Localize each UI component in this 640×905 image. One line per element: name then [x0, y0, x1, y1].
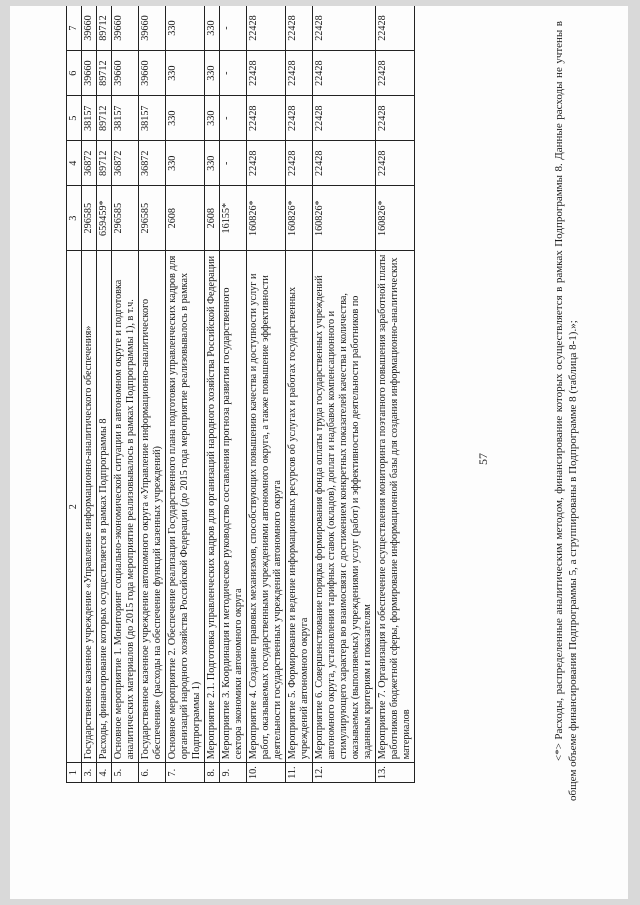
row-value: 22428 — [313, 96, 376, 141]
table-row — [286, 6, 313, 783]
row-value: 659459* — [97, 186, 112, 251]
row-value: 22428 — [286, 6, 313, 51]
row-number: 10. — [247, 763, 286, 783]
row-value: - — [220, 51, 247, 96]
row-value: 39660 — [112, 6, 139, 51]
row-value: 39660 — [112, 51, 139, 96]
row-value: 36872 — [112, 141, 139, 186]
table-row — [205, 6, 220, 783]
row-value: - — [220, 96, 247, 141]
row-number: 7. — [166, 763, 205, 783]
column-header: 2 — [67, 251, 82, 763]
row-value: 22428 — [247, 51, 286, 96]
table-header-row — [67, 6, 82, 783]
row-value: 36872 — [139, 141, 166, 186]
row-value: 22428 — [376, 96, 415, 141]
row-value: 38157 — [82, 96, 97, 141]
table-row — [313, 6, 376, 783]
row-value: 330 — [205, 96, 220, 141]
row-description: Мероприятие 3. Координация и методическое руководство составления прогноза развития государственного сектора экономики автономного округа — [220, 251, 247, 763]
row-description: Мероприятие 2.1. Подготовка управленческих кадров для организаций народного хозяйства Российской Федерации — [205, 251, 220, 763]
row-value: 296585 — [112, 186, 139, 251]
row-number: 5. — [112, 763, 139, 783]
row-value: - — [220, 6, 247, 51]
rotated-content — [10, 15, 610, 899]
column-header: 7 — [67, 6, 82, 51]
row-value: 39660 — [139, 51, 166, 96]
row-value: - — [220, 141, 247, 186]
row-number: 4. — [97, 763, 112, 783]
row-value: 16155* — [220, 186, 247, 251]
row-value: 39660 — [139, 6, 166, 51]
row-value: 296585 — [139, 186, 166, 251]
row-value: 22428 — [376, 51, 415, 96]
page-number: 57 — [476, 453, 490, 465]
row-value: 89712 — [97, 6, 112, 51]
row-description: Основное мероприятие 2. Обеспечение реализации Государственного плана подготовки управленческих кадров для организаций народного хозяйства Российской Федерации (до 2015 года мероприятие реализовывалось в рамках Подпрограммы 1) — [166, 251, 205, 763]
row-value: 22428 — [247, 6, 286, 51]
table-row — [97, 6, 112, 783]
footnote: <*> Расходы, распределенные аналитическим методом, финансирование которых осуществляется в рамках Подпрограммы 8. Данные расходы не учтены в общем объеме финансирования Подпрограммы 5, а сгруппированы в Подпрограмме 8 (таблица 8-1).»; — [553, 21, 579, 801]
row-value: 2608 — [205, 186, 220, 251]
row-value: 39660 — [82, 51, 97, 96]
row-value: 22428 — [376, 6, 415, 51]
row-description: Расходы, финансирование которых осуществляется в рамках Подпрограммы 8 — [97, 251, 112, 763]
row-description: Мероприятие 4. Создание правовых механизмов, способствующих повышению качества и доступности услуг и работ, оказываемых государственными учреждениями автономного округа, а также повышение эффективности деятельности государственных учреждений автономного округа — [247, 251, 286, 763]
row-value: 330 — [205, 141, 220, 186]
row-description: Мероприятие 7. Организация и обеспечение осуществления мониторинга поэтапного повышения заработной платы работников бюджетной сферы, формирование информационной базы для создания информационно-аналитических материалов — [376, 251, 415, 763]
row-value: 330 — [205, 51, 220, 96]
row-value: 22428 — [313, 141, 376, 186]
row-value: 330 — [166, 96, 205, 141]
row-value: 160826* — [313, 186, 376, 251]
row-description: Основное мероприятие 1. Мониторинг социально-экономической ситуации в автономном округе и подготовка аналитических материалов (до 2015 года мероприятие реализовывалось в рамках Подпрограммы 1), в т.ч. — [112, 251, 139, 763]
column-header: 3 — [67, 186, 82, 251]
column-header: 6 — [67, 51, 82, 96]
row-value: 22428 — [286, 96, 313, 141]
row-number: 9. — [220, 763, 247, 783]
row-value: 160826* — [286, 186, 313, 251]
table-row — [139, 6, 166, 783]
table-row — [247, 6, 286, 783]
row-description: Мероприятие 5. Формирование и ведение информационных ресурсов об услугах и работах государственных учреждений автономного округа — [286, 251, 313, 763]
row-value: 39660 — [82, 6, 97, 51]
row-value: 2608 — [166, 186, 205, 251]
table-row — [166, 6, 205, 783]
document-page — [10, 6, 628, 899]
column-header: 1 — [67, 763, 82, 783]
row-value: 22428 — [247, 96, 286, 141]
row-value: 330 — [166, 141, 205, 186]
row-value: 22428 — [313, 51, 376, 96]
row-value: 296585 — [82, 186, 97, 251]
table-row — [82, 6, 97, 783]
row-value: 22428 — [313, 6, 376, 51]
row-value: 89712 — [97, 141, 112, 186]
expenses-table — [66, 6, 415, 783]
row-number: 11. — [286, 763, 313, 783]
row-value: 38157 — [139, 96, 166, 141]
row-number: 13. — [376, 763, 415, 783]
row-value: 36872 — [82, 141, 97, 186]
table-row — [112, 6, 139, 783]
row-value: 22428 — [247, 141, 286, 186]
row-value: 160826* — [376, 186, 415, 251]
row-number: 6. — [139, 763, 166, 783]
row-value: 89712 — [97, 96, 112, 141]
column-header: 5 — [67, 96, 82, 141]
row-number: 8. — [205, 763, 220, 783]
row-number: 3. — [82, 763, 97, 783]
row-value: 330 — [205, 6, 220, 51]
table-row — [220, 6, 247, 783]
row-value: 160826* — [247, 186, 286, 251]
row-value: 22428 — [376, 141, 415, 186]
row-value: 89712 — [97, 51, 112, 96]
column-header: 4 — [67, 141, 82, 186]
row-value: 330 — [166, 51, 205, 96]
row-value: 22428 — [286, 51, 313, 96]
row-description: Мероприятие 6. Совершенствование порядка формирования фонда оплаты труда государственных учреждений автономного округа, установления тарифных ставок (окладов), доплат и надбавок компенсационного и стимулирующего характера во взаимосвязи с достижением конкретных показателей качества и количества, оказываемых (выполняемых) учреждениями услуг (работ) и эффективностью деятельности работников по заданным критериям и показателям — [313, 251, 376, 763]
row-number: 12. — [313, 763, 376, 783]
row-value: 22428 — [286, 141, 313, 186]
table-row — [376, 6, 415, 783]
row-description: Государственное казенное учреждение «Управление информационно-аналитического обеспечения» — [82, 251, 97, 763]
row-description: Государственное казенное учреждение автономного округа «Управление информационно-аналитического обеспечения» (расходы на обеспечение функций казенных учреждений) — [139, 251, 166, 763]
row-value: 38157 — [112, 96, 139, 141]
row-value: 330 — [166, 6, 205, 51]
